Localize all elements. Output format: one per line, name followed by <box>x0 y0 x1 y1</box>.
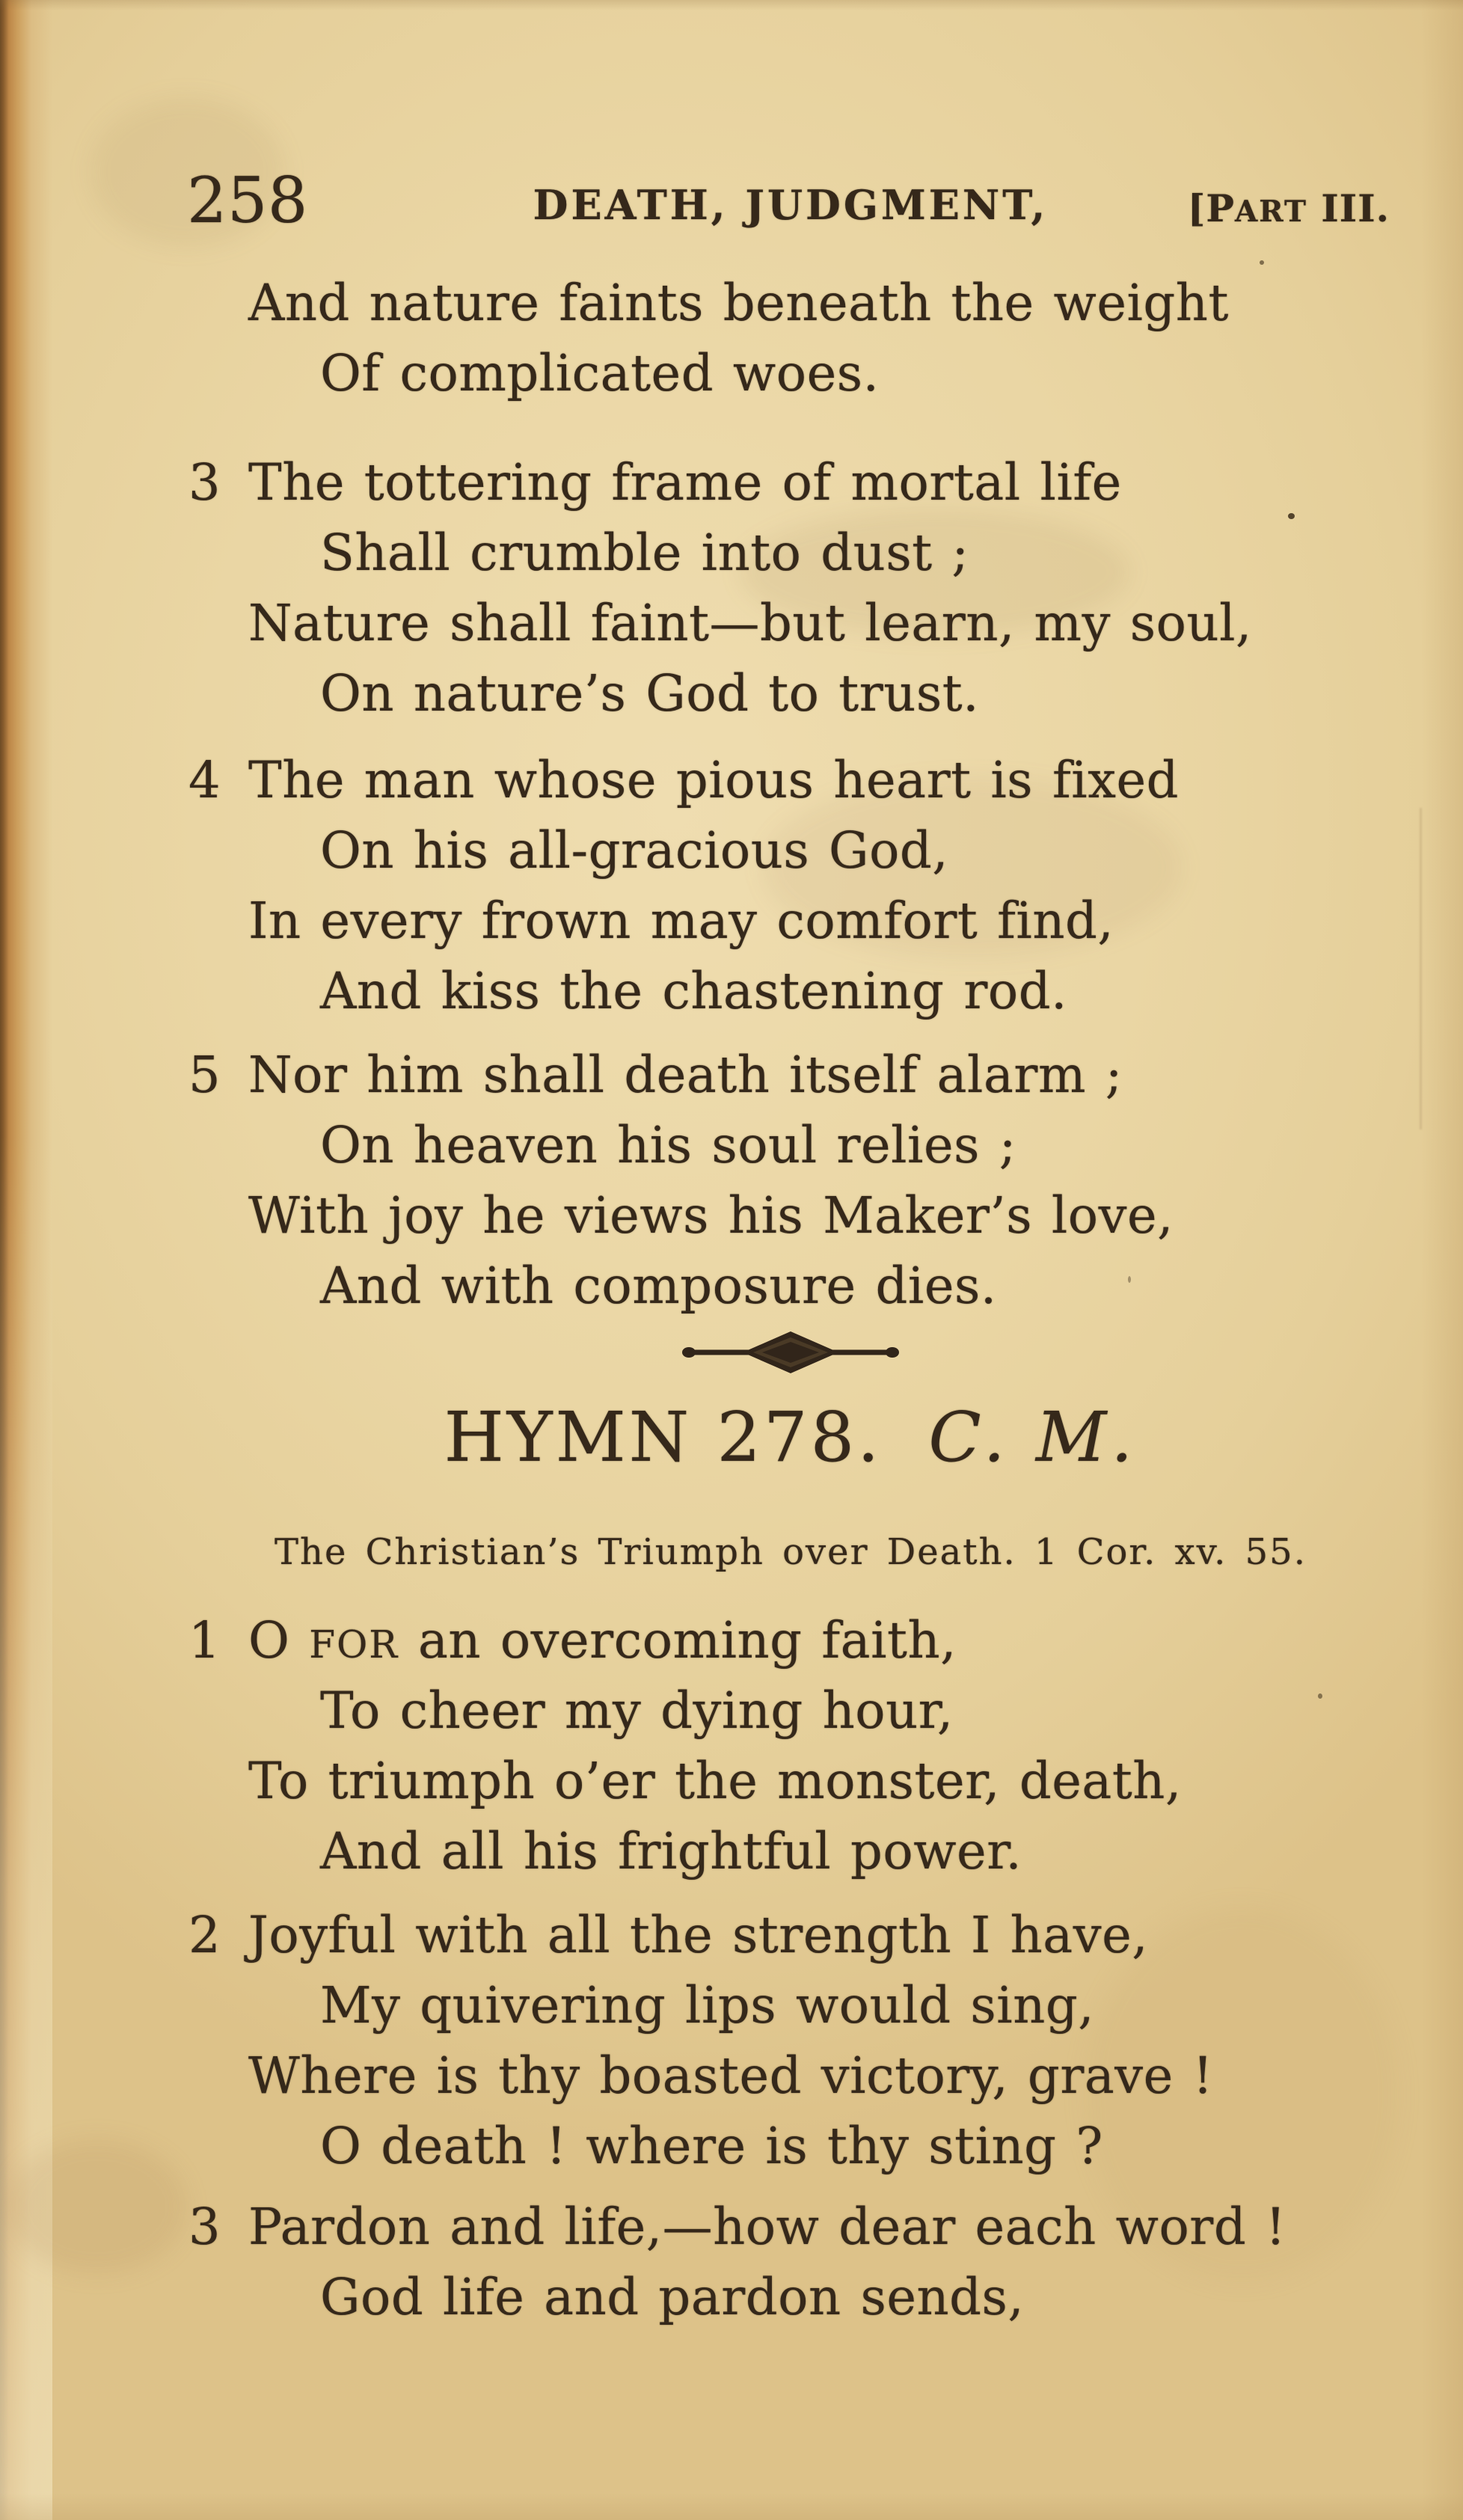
part-label-smallcaps: ART <box>1235 194 1308 229</box>
stanza-number: 3 <box>188 453 221 512</box>
section-divider <box>187 1325 1394 1382</box>
verse-line: On nature’s God to trust. <box>320 664 980 723</box>
page-header <box>187 163 1394 238</box>
hymn-subtitle: The Christian’s Triumph over Death. 1 Cor. xv. 55. <box>274 1531 1307 1573</box>
verse-line: Nature shall faint—but learn, my soul, <box>248 594 1252 652</box>
verse-line: In every frown may comfort find, <box>248 892 1114 950</box>
part-label-open: [P <box>1187 186 1235 230</box>
hymn-heading <box>187 1393 1394 1483</box>
verse-line: The man whose pious heart is fixed <box>248 751 1180 809</box>
verse-line: Where is thy boasted victory, grave ! <box>248 2047 1214 2105</box>
running-title: DEATH, JUDGMENT, <box>533 181 1049 229</box>
stanza-number: 5 <box>188 1046 221 1104</box>
verse-line: And kiss the chastening rod. <box>320 962 1067 1020</box>
verse-line: My quivering lips would sing, <box>320 1976 1095 2035</box>
verse-line: Joyful with all the strength I have, <box>248 1906 1149 1964</box>
verse-line: Nor him shall death itself alarm ; <box>248 1046 1123 1104</box>
part-label <box>1188 180 1390 241</box>
top-edge-shade <box>0 0 1463 10</box>
verse-line <box>248 1605 1433 1676</box>
stanza-number: 2 <box>188 1906 221 1964</box>
stanza-number: 3 <box>188 2198 221 2256</box>
ink-speck <box>1260 260 1264 265</box>
verse-line: The tottering frame of mortal life <box>248 453 1122 512</box>
verse-line: Pardon and life,—how dear each word ! <box>248 2198 1286 2256</box>
stanza-5 <box>188 1040 1433 1321</box>
verse-line: Of complicated woes. <box>320 344 880 402</box>
verse-line: And all his frightful power. <box>320 1822 1022 1880</box>
bottom-edge-shade <box>0 2493 1463 2520</box>
page-number: 258 <box>187 164 308 237</box>
hymn-meter: C. M. <box>928 1397 1138 1477</box>
paper-stain <box>7 2139 187 2274</box>
verse-line: To cheer my dying hour, <box>320 1681 954 1740</box>
hymn278-stanza-3 <box>188 2192 1433 2332</box>
diamond-rule-ornament-icon <box>678 1325 903 1379</box>
hymn278-stanza-1 <box>188 1605 1433 1886</box>
stanza-continuation <box>248 268 1433 408</box>
verse-line: O death ! where is thy sting ? <box>320 2117 1103 2175</box>
verse-line: On heaven his soul relies ; <box>320 1116 1016 1174</box>
verse-line: With joy he views his Maker’s love, <box>248 1186 1174 1245</box>
part-label-rest: III. <box>1307 186 1390 230</box>
hymn278-stanza-2 <box>188 1900 1433 2181</box>
verse-line-smallcaps: FOR <box>309 1622 399 1667</box>
hymn-title: HYMN 278. <box>444 1397 883 1477</box>
binding-edge-fade <box>0 0 52 2520</box>
stanza-4 <box>188 745 1433 1026</box>
stanza-number: 4 <box>188 751 221 809</box>
stanza-number: 1 <box>188 1611 221 1670</box>
verse-line: Shall crumble into dust ; <box>320 524 969 582</box>
verse-line: And nature faints beneath the weight <box>248 274 1229 332</box>
verse-line-lead: O <box>248 1611 310 1670</box>
verse-line: On his all-gracious God, <box>320 821 949 880</box>
verse-line: And with composure dies. <box>320 1257 997 1315</box>
verse-line: God life and pardon sends, <box>320 2268 1025 2326</box>
stanza-3 <box>188 447 1433 729</box>
verse-line: To triumph o’er the monster, death, <box>248 1752 1182 1810</box>
verse-line-rest: an overcoming faith, <box>399 1611 957 1670</box>
